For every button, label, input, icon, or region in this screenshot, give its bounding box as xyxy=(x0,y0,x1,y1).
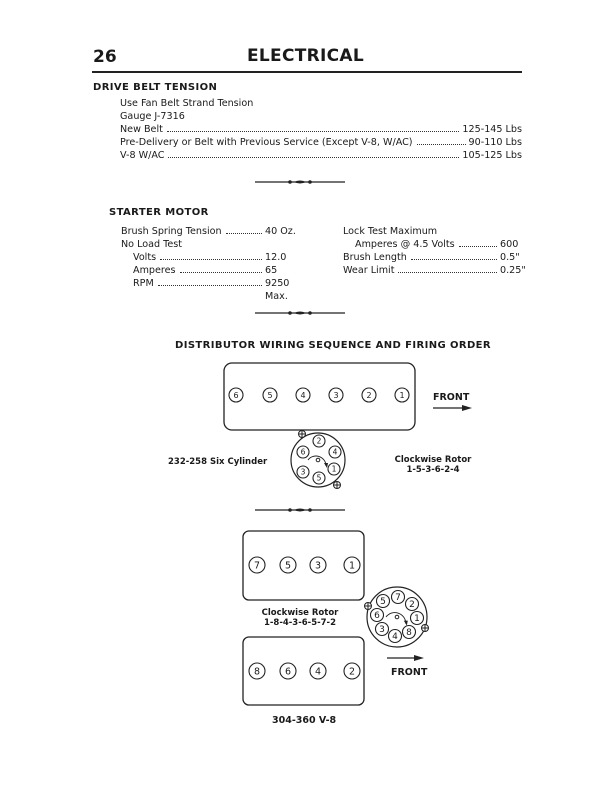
cylinder-number-label: 3 xyxy=(333,390,339,400)
cylinder-number-label: 1 xyxy=(399,390,405,400)
cylinder-number xyxy=(377,595,390,608)
front-label: FRONT xyxy=(391,667,428,678)
drive-belt-line: Use Fan Belt Strand Tension xyxy=(120,98,254,109)
spec-label: Wear Limit xyxy=(343,265,395,276)
rotor-arrow-icon xyxy=(308,456,328,468)
cylinder-number xyxy=(329,388,343,402)
cylinder-number-label: 3 xyxy=(300,467,306,477)
section-divider xyxy=(255,311,345,315)
spec-value: 40 Oz. xyxy=(265,226,296,237)
cylinder-number xyxy=(328,463,340,475)
cylinder-number xyxy=(310,663,326,679)
spec-value: 12.0 xyxy=(265,252,287,263)
cylinder-number-label: 8 xyxy=(253,666,261,678)
cylinder-number-label: 1 xyxy=(348,560,356,572)
cylinder-number-label: 6 xyxy=(284,666,292,678)
cylinder-number-label: 7 xyxy=(395,593,401,604)
spec-value: 600 xyxy=(500,239,519,250)
cylinder-number-label: 2 xyxy=(348,666,356,678)
spec-value: 105-125 Lbs xyxy=(462,150,522,161)
cylinder-number xyxy=(229,388,243,402)
cylinder-number xyxy=(296,388,310,402)
cylinder-number xyxy=(297,466,309,478)
section-divider xyxy=(255,508,345,512)
spec-label: Amperes xyxy=(133,265,176,276)
cylinder-number-label: 5 xyxy=(284,560,292,572)
spec-label: Brush Length xyxy=(343,252,407,263)
terminal-post-icon xyxy=(365,603,372,610)
cylinder-number xyxy=(280,663,296,679)
spec-value: 90-110 Lbs xyxy=(468,137,522,148)
cylinder-number xyxy=(406,598,419,611)
front-arrow-icon xyxy=(433,405,472,411)
cylinder-number-label: 8 xyxy=(406,628,412,639)
cylinder-number-label: 6 xyxy=(300,447,306,457)
terminal-post-icon xyxy=(334,482,341,489)
rotor-arrow-icon xyxy=(386,613,408,626)
cylinder-number-label: 5 xyxy=(316,473,322,483)
front-label: FRONT xyxy=(433,392,470,403)
cylinder-number xyxy=(310,557,326,573)
cylinder-number-label: 2 xyxy=(316,436,322,446)
spec-value: 0.5" xyxy=(500,252,520,263)
cylinder-number xyxy=(329,446,341,458)
firing-order: 1-5-3-6-2-4 xyxy=(406,465,460,475)
rotor-label: Clockwise Rotor xyxy=(394,455,472,465)
spec-value: 9250 Max. xyxy=(265,278,290,302)
cylinder-number-label: 4 xyxy=(392,632,398,643)
cylinder-number xyxy=(263,388,277,402)
cylinder-number-label: 4 xyxy=(314,666,322,678)
cylinder-number-label: 1 xyxy=(331,464,337,474)
lock-test-label: Lock Test Maximum xyxy=(343,226,438,237)
cylinder-number xyxy=(344,663,360,679)
drive-belt-heading: DRIVE BELT TENSION xyxy=(93,82,218,93)
spec-label: Pre-Delivery or Belt with Previous Service (Except V-8, W/AC) xyxy=(120,137,413,148)
distributor-heading: DISTRIBUTOR WIRING SEQUENCE AND FIRING ORDER xyxy=(175,340,492,351)
cylinder-number-label: 5 xyxy=(380,597,386,608)
spec-value: 0.25" xyxy=(500,265,526,276)
cylinder-number xyxy=(344,557,360,573)
no-load-label: No Load Test xyxy=(121,239,183,250)
cylinder-number-label: 6 xyxy=(233,390,239,400)
spec-value: 65 xyxy=(265,265,278,276)
spec-label: Brush Spring Tension xyxy=(121,226,222,237)
cylinder-number xyxy=(362,388,376,402)
cylinder-number xyxy=(280,557,296,573)
cylinder-number xyxy=(395,388,409,402)
spec-value: 125-145 Lbs xyxy=(462,124,522,135)
cylinder-number-label: 2 xyxy=(409,600,415,611)
engine-label: 304-360 V-8 xyxy=(272,715,337,726)
section-divider xyxy=(255,180,345,184)
engine-label: 232-258 Six Cylinder xyxy=(168,457,268,467)
cylinder-number-label: 4 xyxy=(300,390,306,400)
terminal-post-icon xyxy=(299,431,306,438)
spec-label: Volts xyxy=(133,252,157,263)
cylinder-number xyxy=(376,623,389,636)
drive-belt-line: Gauge J-7316 xyxy=(120,111,185,122)
page-title: ELECTRICAL xyxy=(246,46,364,66)
cylinder-number-label: 3 xyxy=(379,625,385,636)
cylinder-number xyxy=(389,630,402,643)
starter-motor-heading: STARTER MOTOR xyxy=(109,207,209,218)
cylinder-number xyxy=(297,446,309,458)
engine-block-six xyxy=(224,363,415,430)
terminal-post-icon xyxy=(422,625,429,632)
cylinder-number xyxy=(249,557,265,573)
cylinder-number-label: 3 xyxy=(314,560,322,572)
cylinder-number xyxy=(403,626,416,639)
spec-label: RPM xyxy=(133,278,154,289)
cylinder-number-label: 6 xyxy=(374,611,380,622)
cylinder-number xyxy=(313,435,325,447)
cylinder-number xyxy=(411,612,424,625)
spec-label: Amperes @ 4.5 Volts xyxy=(355,239,455,250)
front-arrow-icon xyxy=(387,655,424,661)
rotor-label: Clockwise Rotor xyxy=(261,608,339,618)
cylinder-number-label: 7 xyxy=(253,560,261,572)
cylinder-number xyxy=(392,591,405,604)
cylinder-number-label: 1 xyxy=(414,614,420,625)
firing-order: 1-8-4-3-6-5-7-2 xyxy=(263,618,337,628)
cylinder-number xyxy=(313,472,325,484)
spec-label: V-8 W/AC xyxy=(120,150,165,161)
spec-label: New Belt xyxy=(120,124,163,135)
six-cylinder-row xyxy=(229,388,409,402)
cylinder-number-label: 2 xyxy=(366,390,372,400)
cylinder-number-label: 5 xyxy=(267,390,273,400)
page-number: 26 xyxy=(93,47,117,67)
cylinder-number xyxy=(249,663,265,679)
cylinder-number-label: 4 xyxy=(332,447,338,457)
cylinder-number xyxy=(371,609,384,622)
